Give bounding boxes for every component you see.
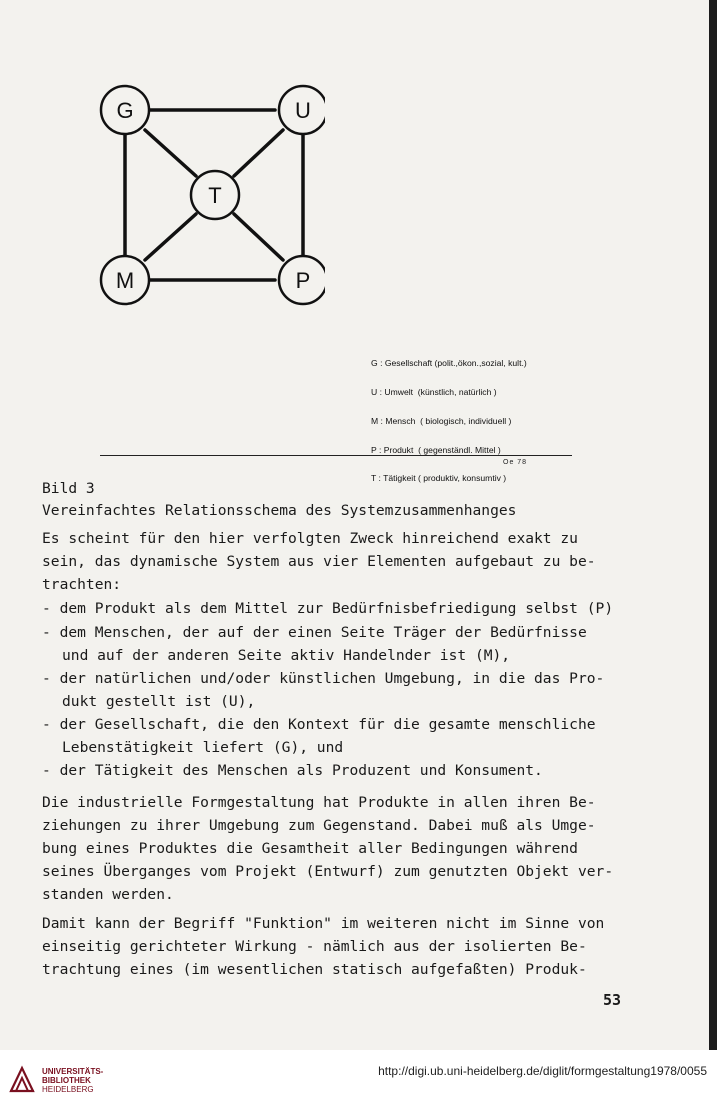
legend-item-u: U : Umwelt (künstlich, natürlich ) [371, 386, 497, 397]
list-item-continuation: und auf der anderen Seite aktiv Handelnder ist (M), [62, 647, 511, 664]
library-name [42, 1067, 103, 1094]
relation-diagram [95, 80, 325, 310]
library-city: HEIDELBERG [42, 1085, 94, 1094]
list-item: - der natürlichen und/oder künstlichen Umgebung, in die das Pro- [42, 670, 605, 687]
library-logo-icon [8, 1064, 36, 1094]
figure-divider [100, 455, 572, 456]
figure-caption-title: Vereinfachtes Relationsschema des Systemzusammenhanges [42, 502, 517, 519]
node-m: M [115, 268, 135, 293]
node-g: G [116, 98, 134, 123]
body-line: Es scheint für den hier verfolgten Zweck hinreichend exakt zu [42, 530, 578, 547]
body-line: sein, das dynamische System aus vier Elementen aufgebaut zu be- [42, 553, 596, 570]
scan-edge [709, 0, 717, 1050]
edge-m-t [145, 214, 196, 260]
body-line: ziehungen zu ihrer Umgebung zum Gegenstand. Dabei muß als Umge- [42, 817, 596, 834]
library-name-line: UNIVERSITÄTS- [42, 1067, 104, 1076]
node-p: P [295, 268, 311, 293]
footer-bar [0, 1050, 717, 1108]
body-line: bung eines Produktes die Gesamtheit aller Bedingungen während [42, 840, 578, 857]
legend-item-p: P : Produkt ( gegenständl. Mittel ) [371, 444, 501, 455]
body-line: einseitig gerichteter Wirkung - nämlich aus der isolierten Be- [42, 938, 587, 955]
body-line: trachtung eines (im wesentlichen statisch aufgefaßten) Produk- [42, 961, 587, 978]
list-item: - der Gesellschaft, die den Kontext für die gesamte menschliche [42, 716, 596, 733]
figure-caption-number: Bild 3 [42, 480, 95, 497]
edge-p-t [234, 214, 283, 260]
body-line: trachten: [42, 576, 122, 593]
source-url-link[interactable]: http://digi.ub.uni-heidelberg.de/diglit/formgestaltung1978/0055 [378, 1064, 707, 1078]
list-item: - dem Produkt als dem Mittel zur Bedürfnisbefriedigung selbst (P) [42, 600, 614, 617]
legend-item-g: G : Gesellschaft (polit.,ökon.,sozial, kult.) [371, 358, 527, 369]
list-item-continuation: dukt gestellt ist (U), [62, 693, 256, 710]
body-line: Die industrielle Formgestaltung hat Produkte in allen ihren Be- [42, 794, 596, 811]
body-line: seines Überganges vom Projekt (Entwurf) zum genutzten Objekt ver- [42, 863, 614, 880]
node-u: U [295, 98, 311, 123]
figure-source: Oe 78 [503, 459, 528, 466]
node-t: T [208, 183, 222, 208]
list-item: - der Tätigkeit des Menschen als Produzent und Konsument. [42, 762, 543, 779]
legend-item-m: M : Mensch ( biologisch, individuell ) [371, 415, 512, 426]
edge-u-t [234, 130, 283, 176]
body-line: standen werden. [42, 886, 174, 903]
legend-item-t: T : Tätigkeit ( produktiv, konsumtiv ) [371, 473, 507, 484]
list-item-continuation: Lebenstätigkeit liefert (G), und [62, 739, 344, 756]
library-name-line: BIBLIOTHEK [42, 1076, 91, 1085]
list-item: - dem Menschen, der auf der einen Seite Träger der Bedürfnisse [42, 624, 587, 641]
diagram-legend [371, 340, 527, 503]
page-number: 53 [603, 991, 622, 1009]
edge-g-t [145, 130, 196, 176]
body-line: Damit kann der Begriff "Funktion" im weiteren nicht im Sinne von [42, 915, 605, 932]
